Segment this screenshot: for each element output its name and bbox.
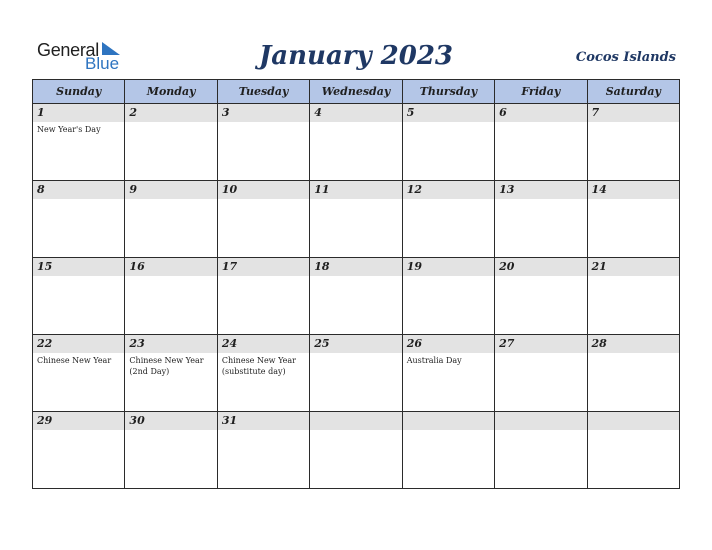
day-number: 17 bbox=[218, 258, 309, 276]
weekday-header: Saturday bbox=[587, 80, 679, 104]
day-cell bbox=[125, 335, 217, 412]
holiday-label bbox=[588, 353, 679, 355]
week-row bbox=[33, 104, 680, 181]
holiday-label bbox=[403, 276, 494, 278]
holiday-label: Chinese New Year (substitute day) bbox=[221, 356, 296, 376]
holiday-label bbox=[495, 199, 586, 201]
day-number: 27 bbox=[495, 335, 586, 353]
holiday-label bbox=[495, 353, 586, 355]
day-cell bbox=[217, 104, 309, 181]
day-number: 29 bbox=[33, 412, 124, 430]
holiday-label: Chinese New Year bbox=[37, 356, 112, 365]
day-number: 23 bbox=[125, 335, 216, 353]
day-cell bbox=[495, 181, 587, 258]
holiday-label bbox=[125, 199, 216, 201]
day-cell bbox=[402, 335, 494, 412]
day-cell bbox=[125, 258, 217, 335]
day-cell bbox=[587, 181, 679, 258]
day-cell bbox=[217, 335, 309, 412]
holiday-label bbox=[218, 122, 309, 124]
day-cell bbox=[33, 104, 125, 181]
holiday-label bbox=[403, 122, 494, 124]
day-cell bbox=[587, 335, 679, 412]
day-cell bbox=[402, 412, 494, 489]
holiday-label bbox=[218, 276, 309, 278]
holiday-label bbox=[310, 276, 401, 278]
country-name: Cocos Islands bbox=[575, 50, 676, 65]
holiday-label bbox=[588, 430, 679, 432]
day-cell bbox=[125, 181, 217, 258]
day-number: 6 bbox=[495, 104, 586, 122]
day-number: 11 bbox=[310, 181, 401, 199]
holiday-label bbox=[588, 199, 679, 201]
holiday-label bbox=[495, 276, 586, 278]
holiday-label: New Year's Day bbox=[37, 125, 101, 134]
holiday-label bbox=[310, 353, 401, 355]
week-row bbox=[33, 412, 680, 489]
day-number: 22 bbox=[33, 335, 124, 353]
holiday-label bbox=[310, 122, 401, 124]
day-number: 12 bbox=[403, 181, 494, 199]
holiday-label bbox=[125, 122, 216, 124]
weekday-header: Tuesday bbox=[217, 80, 309, 104]
day-cell bbox=[33, 412, 125, 489]
weekday-header-row bbox=[33, 80, 680, 104]
day-cell bbox=[310, 104, 402, 181]
holiday-label bbox=[403, 430, 494, 432]
day-number: 30 bbox=[125, 412, 216, 430]
day-number: 31 bbox=[218, 412, 309, 430]
day-cell bbox=[495, 412, 587, 489]
holiday-label bbox=[218, 430, 309, 432]
day-number: 24 bbox=[218, 335, 309, 353]
day-number: 13 bbox=[495, 181, 586, 199]
weekday-header: Wednesday bbox=[310, 80, 402, 104]
day-cell bbox=[217, 181, 309, 258]
day-cell bbox=[310, 258, 402, 335]
day-cell bbox=[125, 412, 217, 489]
day-cell bbox=[217, 258, 309, 335]
day-number: 19 bbox=[403, 258, 494, 276]
day-number bbox=[588, 412, 679, 430]
weekday-header: Monday bbox=[125, 80, 217, 104]
day-cell bbox=[402, 104, 494, 181]
day-number: 21 bbox=[588, 258, 679, 276]
weekday-header: Thursday bbox=[402, 80, 494, 104]
holiday-label bbox=[495, 430, 586, 432]
day-number: 25 bbox=[310, 335, 401, 353]
day-cell bbox=[33, 335, 125, 412]
holiday-label bbox=[33, 430, 124, 432]
day-number bbox=[495, 412, 586, 430]
week-row bbox=[33, 181, 680, 258]
holiday-label bbox=[588, 276, 679, 278]
day-number: 14 bbox=[588, 181, 679, 199]
day-cell bbox=[495, 258, 587, 335]
day-number: 8 bbox=[33, 181, 124, 199]
day-number: 20 bbox=[495, 258, 586, 276]
day-cell bbox=[587, 412, 679, 489]
holiday-label bbox=[218, 199, 309, 201]
calendar-title: January 2023 bbox=[258, 41, 454, 71]
holiday-label bbox=[33, 276, 124, 278]
logo-text-general: General bbox=[37, 40, 99, 60]
day-number: 18 bbox=[310, 258, 401, 276]
day-cell bbox=[125, 104, 217, 181]
holiday-label bbox=[33, 199, 124, 201]
logo-text-blue: Blue bbox=[85, 54, 120, 73]
week-row bbox=[33, 335, 680, 412]
day-number bbox=[403, 412, 494, 430]
day-cell bbox=[33, 258, 125, 335]
holiday-label: Chinese New Year (2nd Day) bbox=[129, 356, 204, 376]
day-number bbox=[310, 412, 401, 430]
holiday-label bbox=[495, 122, 586, 124]
day-cell bbox=[217, 412, 309, 489]
day-number: 7 bbox=[588, 104, 679, 122]
day-cell bbox=[310, 412, 402, 489]
holiday-label bbox=[310, 430, 401, 432]
holiday-label: Australia Day bbox=[406, 356, 462, 365]
day-number: 28 bbox=[588, 335, 679, 353]
holiday-label bbox=[588, 122, 679, 124]
weekday-header: Sunday bbox=[33, 80, 125, 104]
holiday-label bbox=[310, 199, 401, 201]
day-cell bbox=[402, 258, 494, 335]
holiday-label bbox=[403, 199, 494, 201]
day-number: 15 bbox=[33, 258, 124, 276]
day-cell bbox=[587, 258, 679, 335]
day-cell bbox=[33, 181, 125, 258]
day-number: 3 bbox=[218, 104, 309, 122]
day-number: 9 bbox=[125, 181, 216, 199]
day-number: 10 bbox=[218, 181, 309, 199]
weekday-header: Friday bbox=[495, 80, 587, 104]
day-number: 16 bbox=[125, 258, 216, 276]
day-number: 1 bbox=[33, 104, 124, 122]
calendar-grid bbox=[32, 79, 680, 489]
day-cell bbox=[587, 104, 679, 181]
holiday-label bbox=[125, 430, 216, 432]
day-cell bbox=[495, 335, 587, 412]
day-cell bbox=[495, 104, 587, 181]
week-row bbox=[33, 258, 680, 335]
holiday-label bbox=[125, 276, 216, 278]
day-number: 2 bbox=[125, 104, 216, 122]
day-number: 26 bbox=[403, 335, 494, 353]
day-cell bbox=[310, 335, 402, 412]
day-cell bbox=[402, 181, 494, 258]
day-number: 4 bbox=[310, 104, 401, 122]
day-cell bbox=[310, 181, 402, 258]
day-number: 5 bbox=[403, 104, 494, 122]
